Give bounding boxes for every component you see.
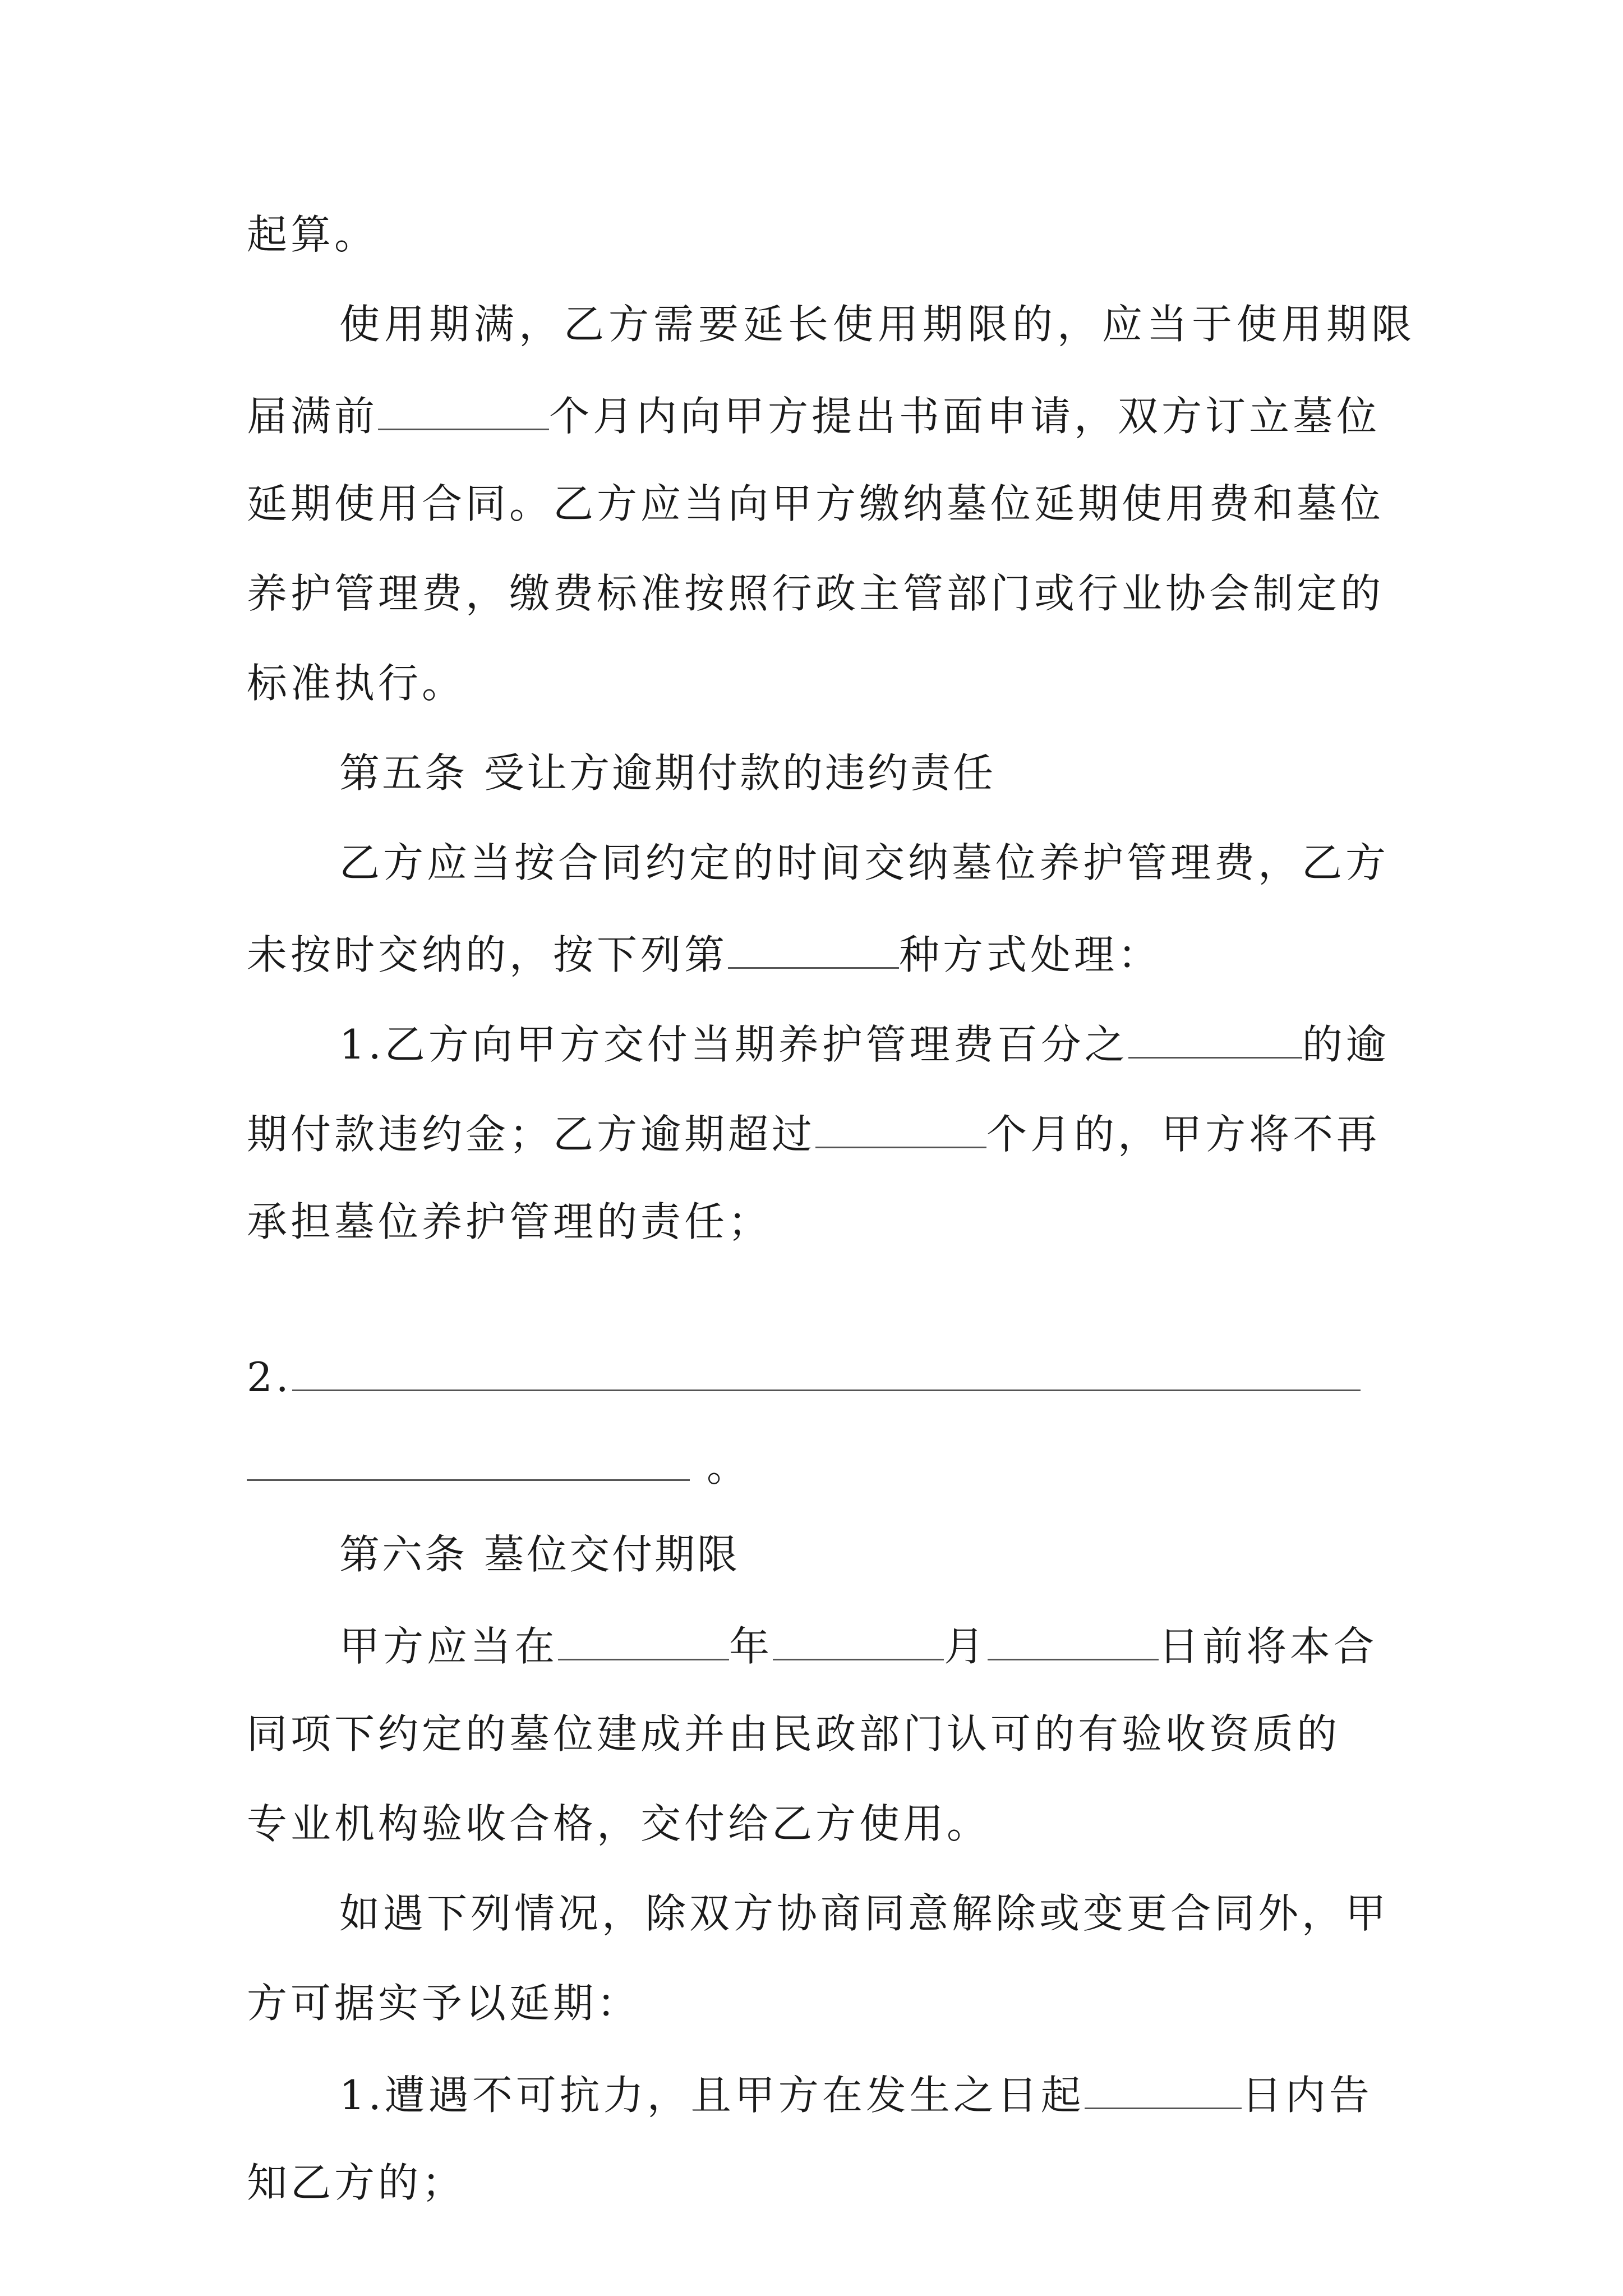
text-line	[247, 1980, 1391, 2027]
blank-field[interactable]	[1128, 1022, 1302, 1059]
article-number: 第五条	[339, 749, 468, 797]
blank-field[interactable]	[728, 932, 899, 969]
blank-field[interactable]	[247, 1444, 690, 1481]
text-segment: 。	[707, 1443, 751, 1490]
text-segment: 标准执行。	[247, 660, 466, 707]
text-segment: 种方式处理：	[899, 931, 1162, 978]
text-line	[247, 1710, 1391, 1757]
blank-field[interactable]	[1085, 2073, 1242, 2109]
blank-field[interactable]	[815, 1112, 986, 1148]
text-segment: 知乙方的；	[247, 2159, 466, 2206]
blank-field[interactable]	[292, 1355, 1361, 1391]
text-segment: 2.	[247, 1354, 292, 1401]
text-segment: 届满前	[247, 393, 379, 440]
text-segment: 承担墓位养护管理的责任；	[247, 1198, 772, 1245]
text-line	[339, 2072, 1391, 2119]
text-segment: 养护管理费，缴费标准按照行政主管部门或行业协会制定的	[247, 570, 1385, 617]
text-segment: 如遇下列情况，除双方协商同意解除或变更合同外，甲	[339, 1890, 1390, 1937]
text-line	[339, 839, 1391, 886]
text-segment: 月	[944, 1623, 988, 1670]
text-line	[247, 393, 1391, 440]
article-title: 墓位交付期限	[484, 1531, 740, 1578]
text-line	[247, 1111, 1391, 1158]
text-line	[247, 2159, 1391, 2206]
text-line	[339, 1021, 1391, 1068]
text-segment: 未按时交纳的，按下列第	[247, 931, 728, 978]
text-segment: 方可据实予以延期：	[247, 1980, 641, 2027]
article-number: 第六条	[339, 1531, 468, 1578]
text-line	[339, 1890, 1391, 1937]
text-segment: 日内告	[1241, 2072, 1373, 2119]
text-segment: 起算。	[247, 211, 379, 258]
text-segment: 期付款违约金；乙方逾期超过	[247, 1111, 816, 1158]
text-line	[247, 660, 1391, 707]
text-segment: 延期使用合同。乙方应当向甲方缴纳墓位延期使用费和墓位	[247, 480, 1385, 527]
text-segment: 日前将本合	[1159, 1623, 1378, 1670]
text-line	[339, 301, 1417, 348]
text-line	[247, 1198, 1391, 1245]
text-segment: 使用期满，乙方需要延长使用期限的，应当于使用期限	[339, 301, 1417, 348]
text-line	[247, 480, 1391, 527]
text-segment: 乙方应当按合同约定的时间交纳墓位养护管理费，乙方	[339, 839, 1390, 886]
article-heading	[339, 749, 1391, 797]
text-line	[247, 211, 1391, 258]
blank-field[interactable]	[558, 1624, 729, 1660]
text-segment: 专业机构验收合格，交付给乙方使用。	[247, 1800, 991, 1847]
text-line	[247, 1443, 1391, 1490]
blank-field[interactable]	[773, 1624, 944, 1660]
text-segment: 个月的，甲方将不再	[986, 1111, 1381, 1158]
article-title: 受让方逾期付款的违约责任	[484, 749, 996, 797]
text-segment: 1.遭遇不可抗力，且甲方在发生之日起	[339, 2072, 1085, 2119]
text-segment: 1.乙方向甲方交付当期养护管理费百分之	[339, 1021, 1128, 1068]
text-line	[247, 570, 1391, 617]
text-segment: 个月内向甲方提出书面申请，双方订立墓位	[549, 393, 1381, 440]
blank-field[interactable]	[988, 1624, 1159, 1660]
article-heading	[339, 1531, 1391, 1578]
text-segment: 甲方应当在	[339, 1623, 559, 1670]
text-line	[247, 1800, 1391, 1847]
text-segment: 年	[729, 1623, 773, 1670]
blank-field[interactable]	[378, 394, 549, 430]
text-line	[339, 1623, 1391, 1670]
text-line	[247, 931, 1391, 978]
text-line	[247, 1354, 1391, 1401]
text-segment: 同项下约定的墓位建成并由民政部门认可的有验收资质的	[247, 1710, 1341, 1757]
text-segment: 的逾	[1302, 1021, 1390, 1068]
